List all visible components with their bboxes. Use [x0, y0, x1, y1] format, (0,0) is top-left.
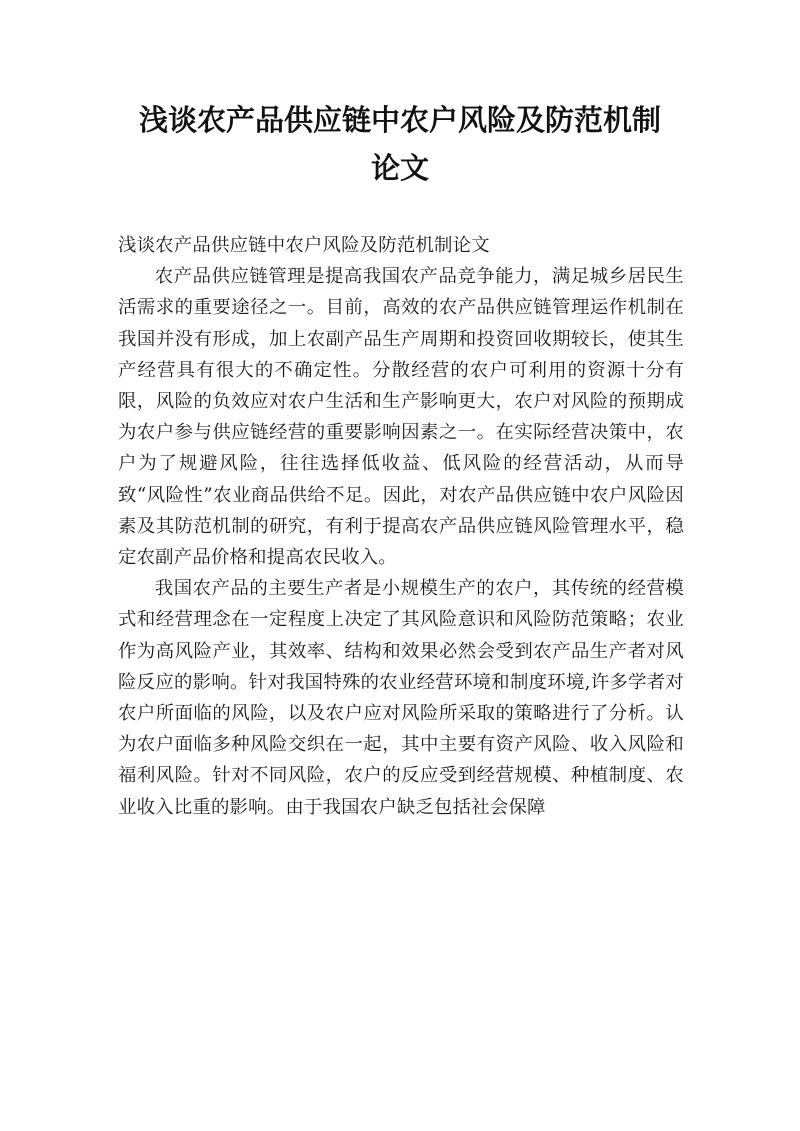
document-body	[118, 230, 684, 823]
paragraph-1: 农产品供应链管理是提高我国农产品竞争能力，满足城乡居民生活需求的重要途径之一。目前，高效的农产品供应链管理运作机制在我国并没有形成，加上农副产品生产周期和投资回收期较长，使其生产经营具有很大的不确定性。分散经营的农户可利用的资源十分有限，风险的负效应对农户生活和生产影响更大，农户对风险的预期成为农户参与供应链经营的重要影响因素之一。在实际经营决策中，农户为了规避风险，往往选择低收益、低风险的经营活动，从而导致“风险性”农业商品供给不足。因此，对农产品供应链中农户风险因素及其防范机制的研究，有利于提高农产品供应链风险管理水平，稳定农副产品价格和提高农民收入。	[118, 266, 684, 569]
document-title	[110, 96, 690, 192]
paragraph-2: 我国农产品的主要生产者是小规模生产的农户，其传统的经营模式和经营理念在一定程度上决定了其风险意识和风险防范策略；农业作为高风险产业，其效率、结构和效果必然会受到农产品生产者对风险反应的影响。针对我国特殊的农业经营环境和制度环境,许多学者对农户所面临的风险，以及农户应对风险所采取的策略进行了分析。认为农户面临多种风险交织在一起，其中主要有资产风险、收入风险和福利风险。针对不同风险，农户的反应受到经营规模、种植制度、农业收入比重的影响。由于我国农户缺乏包括社会保障	[118, 578, 684, 818]
title-line-2: 论文	[370, 151, 429, 185]
document-subtitle: 浅谈农产品供应链中农户风险及防范机制论文	[118, 235, 490, 256]
title-line-1: 浅谈农产品供应链中农户风险及防范机制	[138, 103, 661, 137]
